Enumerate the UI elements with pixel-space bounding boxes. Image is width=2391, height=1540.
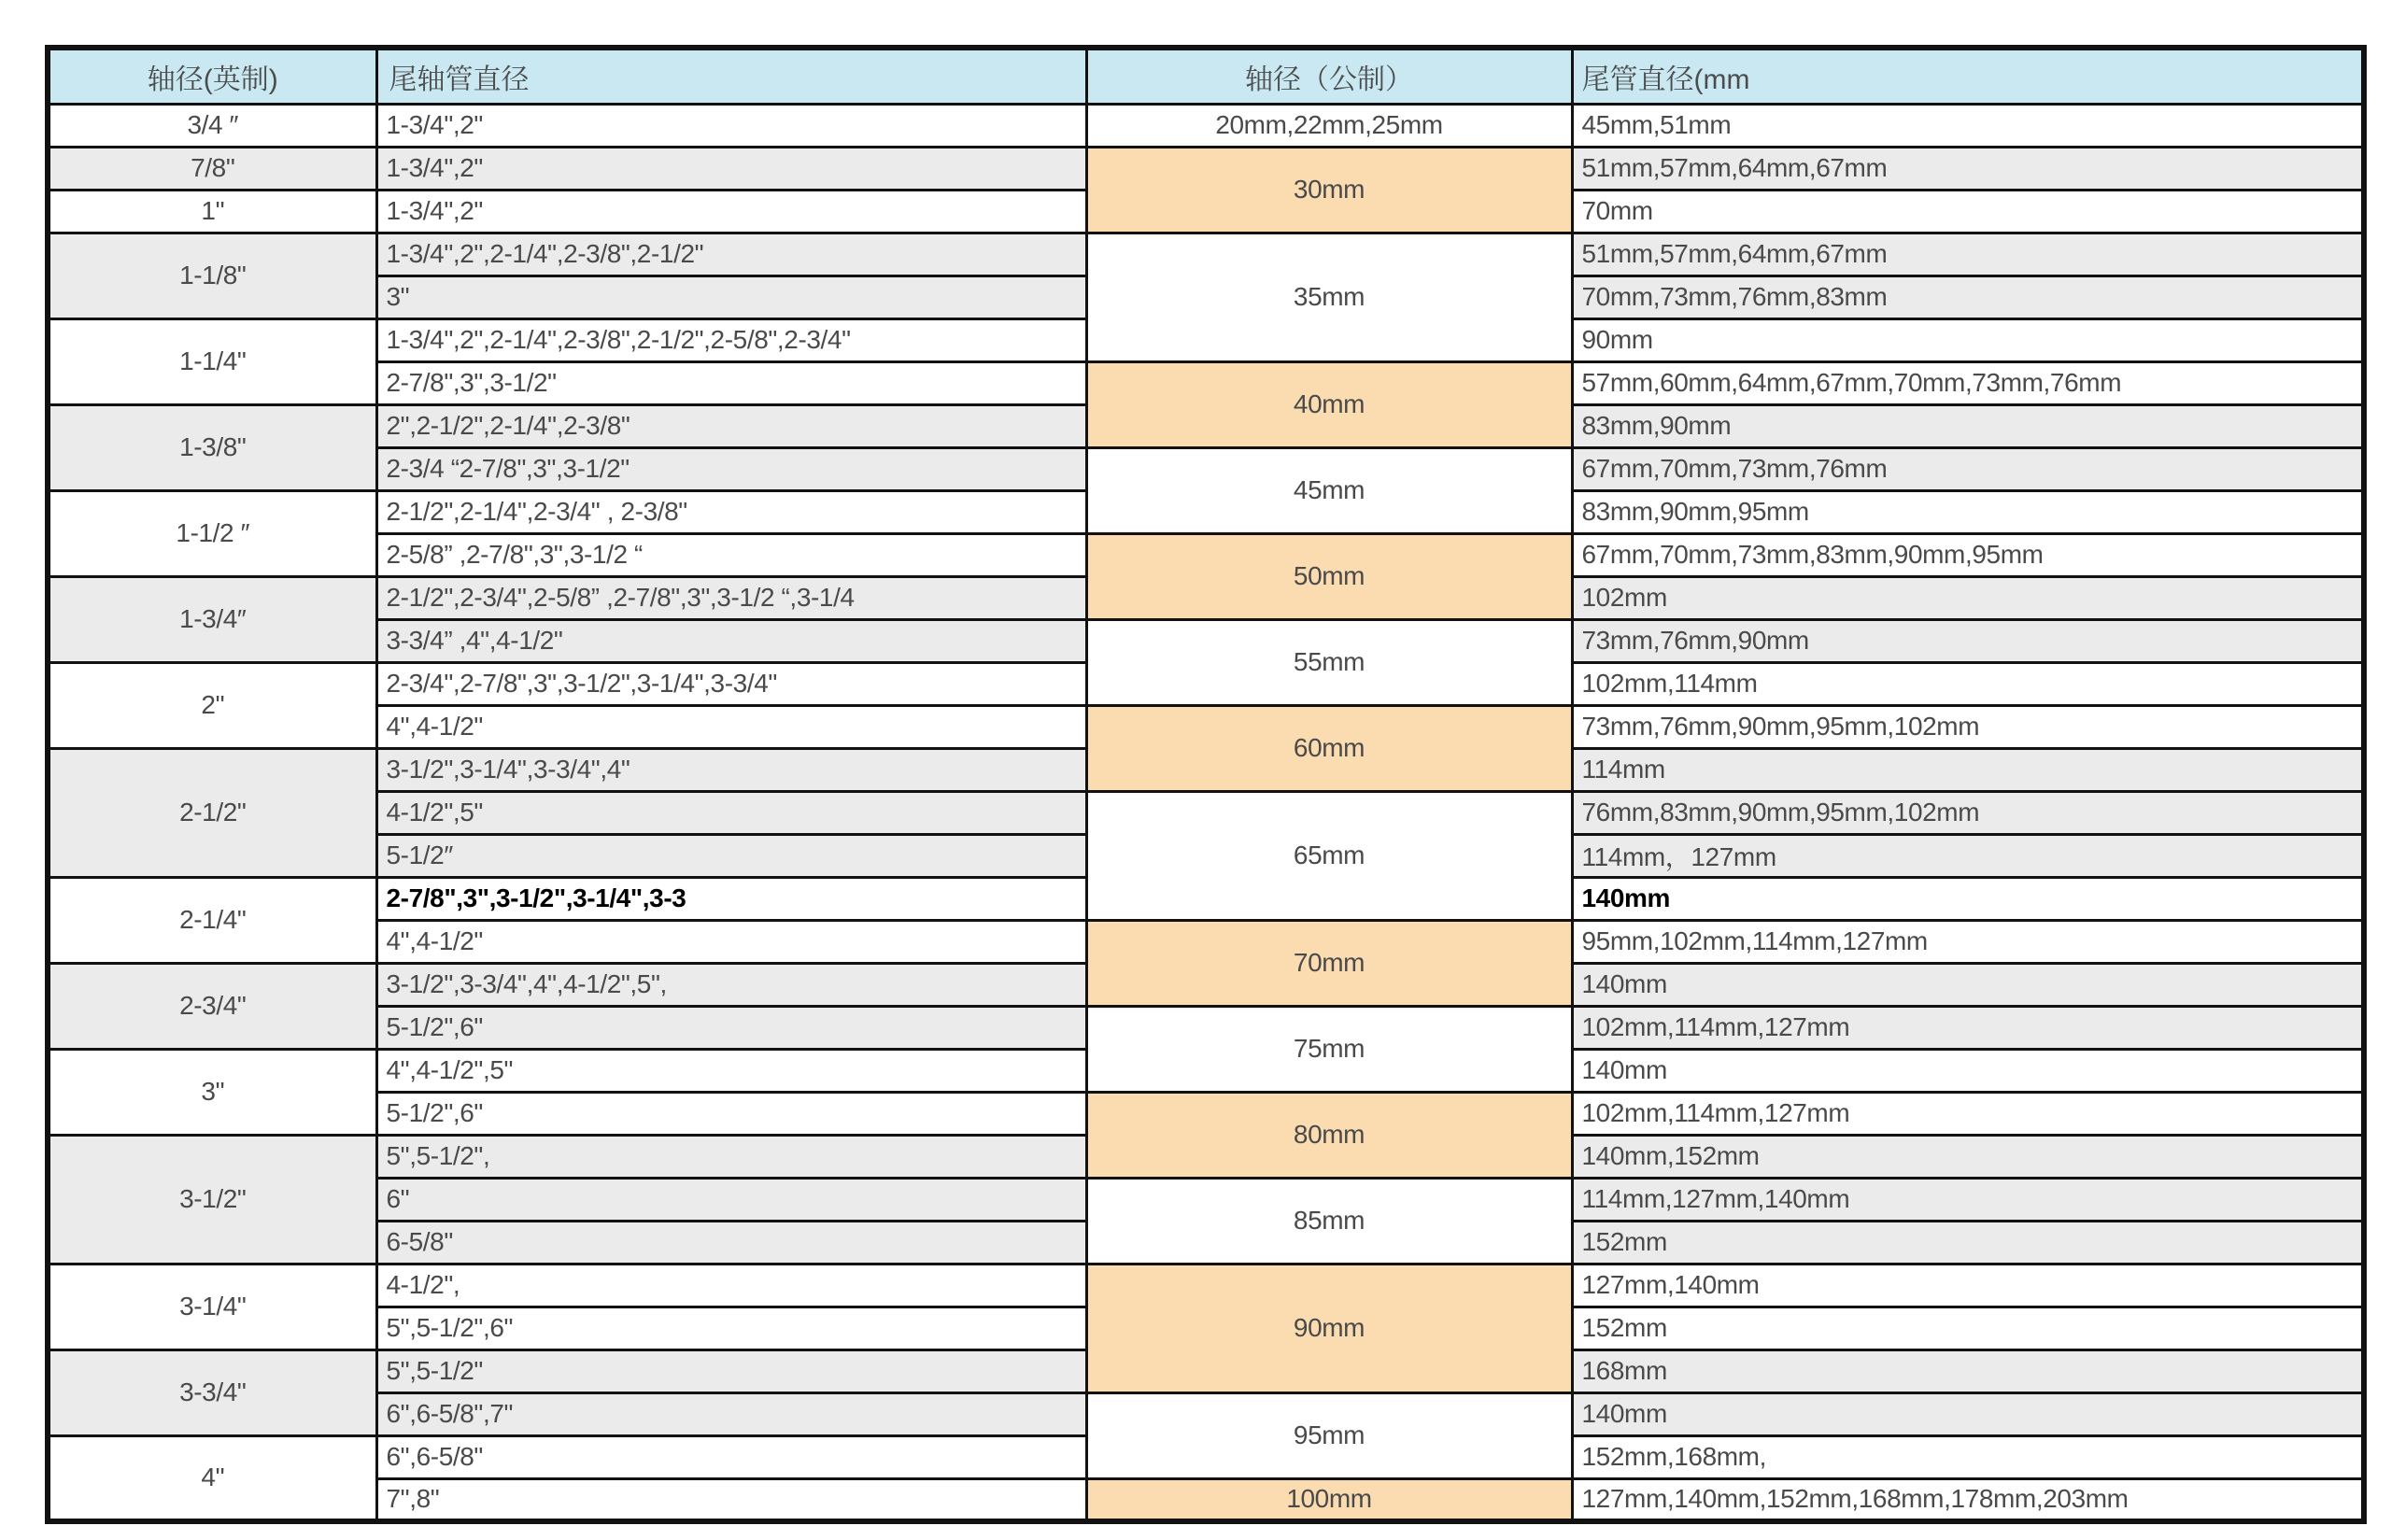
table-row — [48, 361, 2364, 404]
header-row — [48, 48, 2364, 104]
tailpipe-metric-cell: 73mm,76mm,90mm — [1572, 619, 2364, 662]
imperial-size-cell: 2-1/4" — [48, 877, 376, 963]
sterntube-imperial-cell: 3" — [376, 276, 1086, 318]
col-header-sterntube-imperial: 尾轴管直径 — [376, 48, 1086, 104]
imperial-size-cell: 4" — [48, 1435, 376, 1521]
metric-size-cell: 50mm — [1086, 533, 1572, 619]
sterntube-imperial-cell: 2-3/4 “2-7/8",3",3-1/2" — [376, 447, 1086, 490]
imperial-size-cell: 1-1/2 ″ — [48, 490, 376, 576]
tailpipe-metric-cell: 67mm,70mm,73mm,83mm,90mm,95mm — [1572, 533, 2364, 576]
tailpipe-metric-cell: 76mm,83mm,90mm,95mm,102mm — [1572, 791, 2364, 834]
sterntube-imperial-cell: 6",6-5/8" — [376, 1435, 1086, 1478]
tailpipe-metric-cell: 83mm,90mm,95mm — [1572, 490, 2364, 533]
tailpipe-metric-cell: 114mm — [1572, 748, 2364, 791]
sterntube-imperial-cell: 7",8" — [376, 1478, 1086, 1521]
metric-size-cell: 65mm — [1086, 791, 1572, 920]
tailpipe-metric-cell: 168mm — [1572, 1349, 2364, 1392]
tailpipe-metric-cell: 140mm,152mm — [1572, 1135, 2364, 1178]
tailpipe-metric-cell: 83mm,90mm — [1572, 404, 2364, 447]
sterntube-imperial-cell: 1-3/4",2" — [376, 147, 1086, 190]
metric-size-cell: 30mm — [1086, 147, 1572, 233]
imperial-size-cell: 3/4 ″ — [48, 104, 376, 147]
imperial-size-cell: 7/8" — [48, 147, 376, 190]
sterntube-imperial-cell: 3-3/4” ,4",4-1/2" — [376, 619, 1086, 662]
table-row — [48, 705, 2364, 748]
sterntube-imperial-cell: 1-3/4",2" — [376, 190, 1086, 233]
tailpipe-metric-cell: 127mm,140mm,152mm,168mm,178mm,203mm — [1572, 1478, 2364, 1521]
table-row — [48, 1478, 2364, 1521]
tailpipe-metric-cell: 70mm,73mm,76mm,83mm — [1572, 276, 2364, 318]
imperial-size-cell: 3" — [48, 1049, 376, 1135]
sterntube-imperial-cell: 5",5-1/2" — [376, 1349, 1086, 1392]
sterntube-imperial-cell: 5-1/2″ — [376, 834, 1086, 877]
sterntube-imperial-cell: 2-7/8",3",3-1/2" — [376, 361, 1086, 404]
tailpipe-metric-cell: 102mm — [1572, 576, 2364, 619]
metric-size-cell: 75mm — [1086, 1006, 1572, 1092]
sterntube-imperial-cell: 5",5-1/2", — [376, 1135, 1086, 1178]
sterntube-imperial-cell: 5-1/2",6" — [376, 1006, 1086, 1049]
table-row — [48, 1178, 2364, 1221]
sterntube-imperial-cell: 6",6-5/8",7" — [376, 1392, 1086, 1435]
tailpipe-metric-cell: 51mm,57mm,64mm,67mm — [1572, 147, 2364, 190]
sterntube-imperial-cell: 4-1/2", — [376, 1264, 1086, 1307]
tailpipe-metric-cell: 102mm,114mm,127mm — [1572, 1092, 2364, 1135]
imperial-size-cell: 1-3/4″ — [48, 576, 376, 662]
metric-size-cell: 35mm — [1086, 233, 1572, 361]
table-row — [48, 233, 2364, 276]
col-header-shaft-metric: 轴径（公制） — [1086, 48, 1572, 104]
col-header-shaft-imperial: 轴径(英制) — [48, 48, 376, 104]
shaft-spec-table-wrap — [45, 45, 2367, 1524]
sterntube-imperial-cell: 3-1/2",3-3/4",4",4-1/2",5", — [376, 963, 1086, 1006]
metric-size-cell: 90mm — [1086, 1264, 1572, 1392]
sterntube-imperial-cell: 2-1/2",2-1/4",2-3/4" , 2-3/8" — [376, 490, 1086, 533]
tailpipe-metric-cell: 152mm — [1572, 1221, 2364, 1264]
tailpipe-metric-cell: 90mm — [1572, 318, 2364, 361]
imperial-size-cell: 1-1/8" — [48, 233, 376, 318]
tailpipe-metric-cell: 140mm — [1572, 877, 2364, 920]
shaft-spec-table — [45, 45, 2367, 1524]
tailpipe-metric-cell: 45mm,51mm — [1572, 104, 2364, 147]
tailpipe-metric-cell: 140mm — [1572, 963, 2364, 1006]
sterntube-imperial-cell: 6" — [376, 1178, 1086, 1221]
tailpipe-metric-cell: 70mm — [1572, 190, 2364, 233]
sterntube-imperial-cell: 1-3/4",2",2-1/4",2-3/8",2-1/2",2-5/8",2-3/4" — [376, 318, 1086, 361]
metric-size-cell: 85mm — [1086, 1178, 1572, 1264]
tailpipe-metric-cell: 140mm — [1572, 1392, 2364, 1435]
table-row — [48, 791, 2364, 834]
sterntube-imperial-cell: 5",5-1/2",6" — [376, 1307, 1086, 1349]
sterntube-imperial-cell: 1-3/4",2" — [376, 104, 1086, 147]
tailpipe-metric-cell: 152mm,168mm, — [1572, 1435, 2364, 1478]
sterntube-imperial-cell: 2-5/8” ,2-7/8",3",3-1/2 “ — [376, 533, 1086, 576]
table-row — [48, 147, 2364, 190]
table-row — [48, 104, 2364, 147]
sterntube-imperial-cell: 5-1/2",6" — [376, 1092, 1086, 1135]
table-row — [48, 1006, 2364, 1049]
imperial-size-cell: 2-1/2" — [48, 748, 376, 877]
metric-size-cell: 60mm — [1086, 705, 1572, 791]
sterntube-imperial-cell: 2-7/8",3",3-1/2",3-1/4",3-3 — [376, 877, 1086, 920]
tailpipe-metric-cell: 152mm — [1572, 1307, 2364, 1349]
table-row — [48, 1092, 2364, 1135]
tailpipe-metric-cell: 51mm,57mm,64mm,67mm — [1572, 233, 2364, 276]
metric-size-cell: 70mm — [1086, 920, 1572, 1006]
tailpipe-metric-cell: 102mm,114mm,127mm — [1572, 1006, 2364, 1049]
metric-size-cell: 80mm — [1086, 1092, 1572, 1178]
tailpipe-metric-cell: 114mm，127mm — [1572, 834, 2364, 877]
sterntube-imperial-cell: 4-1/2",5" — [376, 791, 1086, 834]
table-row — [48, 619, 2364, 662]
sterntube-imperial-cell: 2-1/2",2-3/4",2-5/8” ,2-7/8",3",3-1/2 “,3-1/4 — [376, 576, 1086, 619]
tailpipe-metric-cell: 57mm,60mm,64mm,67mm,70mm,73mm,76mm — [1572, 361, 2364, 404]
sterntube-imperial-cell: 2-3/4",2-7/8",3",3-1/2",3-1/4",3-3/4" — [376, 662, 1086, 705]
table-row — [48, 920, 2364, 963]
table-row — [48, 1392, 2364, 1435]
sterntube-imperial-cell: 6-5/8" — [376, 1221, 1086, 1264]
metric-size-cell: 95mm — [1086, 1392, 1572, 1478]
sterntube-imperial-cell: 1-3/4",2",2-1/4",2-3/8",2-1/2" — [376, 233, 1086, 276]
tailpipe-metric-cell: 127mm,140mm — [1572, 1264, 2364, 1307]
sterntube-imperial-cell: 4",4-1/2" — [376, 920, 1086, 963]
tailpipe-metric-cell: 73mm,76mm,90mm,95mm,102mm — [1572, 705, 2364, 748]
imperial-size-cell: 1-1/4" — [48, 318, 376, 404]
table-row — [48, 447, 2364, 490]
imperial-size-cell: 3-3/4" — [48, 1349, 376, 1435]
tailpipe-metric-cell: 140mm — [1572, 1049, 2364, 1092]
imperial-size-cell: 2" — [48, 662, 376, 748]
sterntube-imperial-cell: 3-1/2",3-1/4",3-3/4",4" — [376, 748, 1086, 791]
imperial-size-cell: 1-3/8" — [48, 404, 376, 490]
tailpipe-metric-cell: 67mm,70mm,73mm,76mm — [1572, 447, 2364, 490]
metric-size-cell: 100mm — [1086, 1478, 1572, 1521]
tailpipe-metric-cell: 102mm,114mm — [1572, 662, 2364, 705]
tailpipe-metric-cell: 95mm,102mm,114mm,127mm — [1572, 920, 2364, 963]
col-header-tailpipe-metric: 尾管直径(mm — [1572, 48, 2364, 104]
metric-size-cell: 55mm — [1086, 619, 1572, 705]
imperial-size-cell: 2-3/4" — [48, 963, 376, 1049]
metric-size-cell: 40mm — [1086, 361, 1572, 447]
imperial-size-cell: 1" — [48, 190, 376, 233]
table-row — [48, 533, 2364, 576]
metric-size-cell: 20mm,22mm,25mm — [1086, 104, 1572, 147]
metric-size-cell: 45mm — [1086, 447, 1572, 533]
tailpipe-metric-cell: 114mm,127mm,140mm — [1572, 1178, 2364, 1221]
sterntube-imperial-cell: 4",4-1/2" — [376, 705, 1086, 748]
imperial-size-cell: 3-1/2" — [48, 1135, 376, 1264]
sterntube-imperial-cell: 4",4-1/2",5" — [376, 1049, 1086, 1092]
table-row — [48, 1264, 2364, 1307]
imperial-size-cell: 3-1/4" — [48, 1264, 376, 1349]
sterntube-imperial-cell: 2",2-1/2",2-1/4",2-3/8" — [376, 404, 1086, 447]
